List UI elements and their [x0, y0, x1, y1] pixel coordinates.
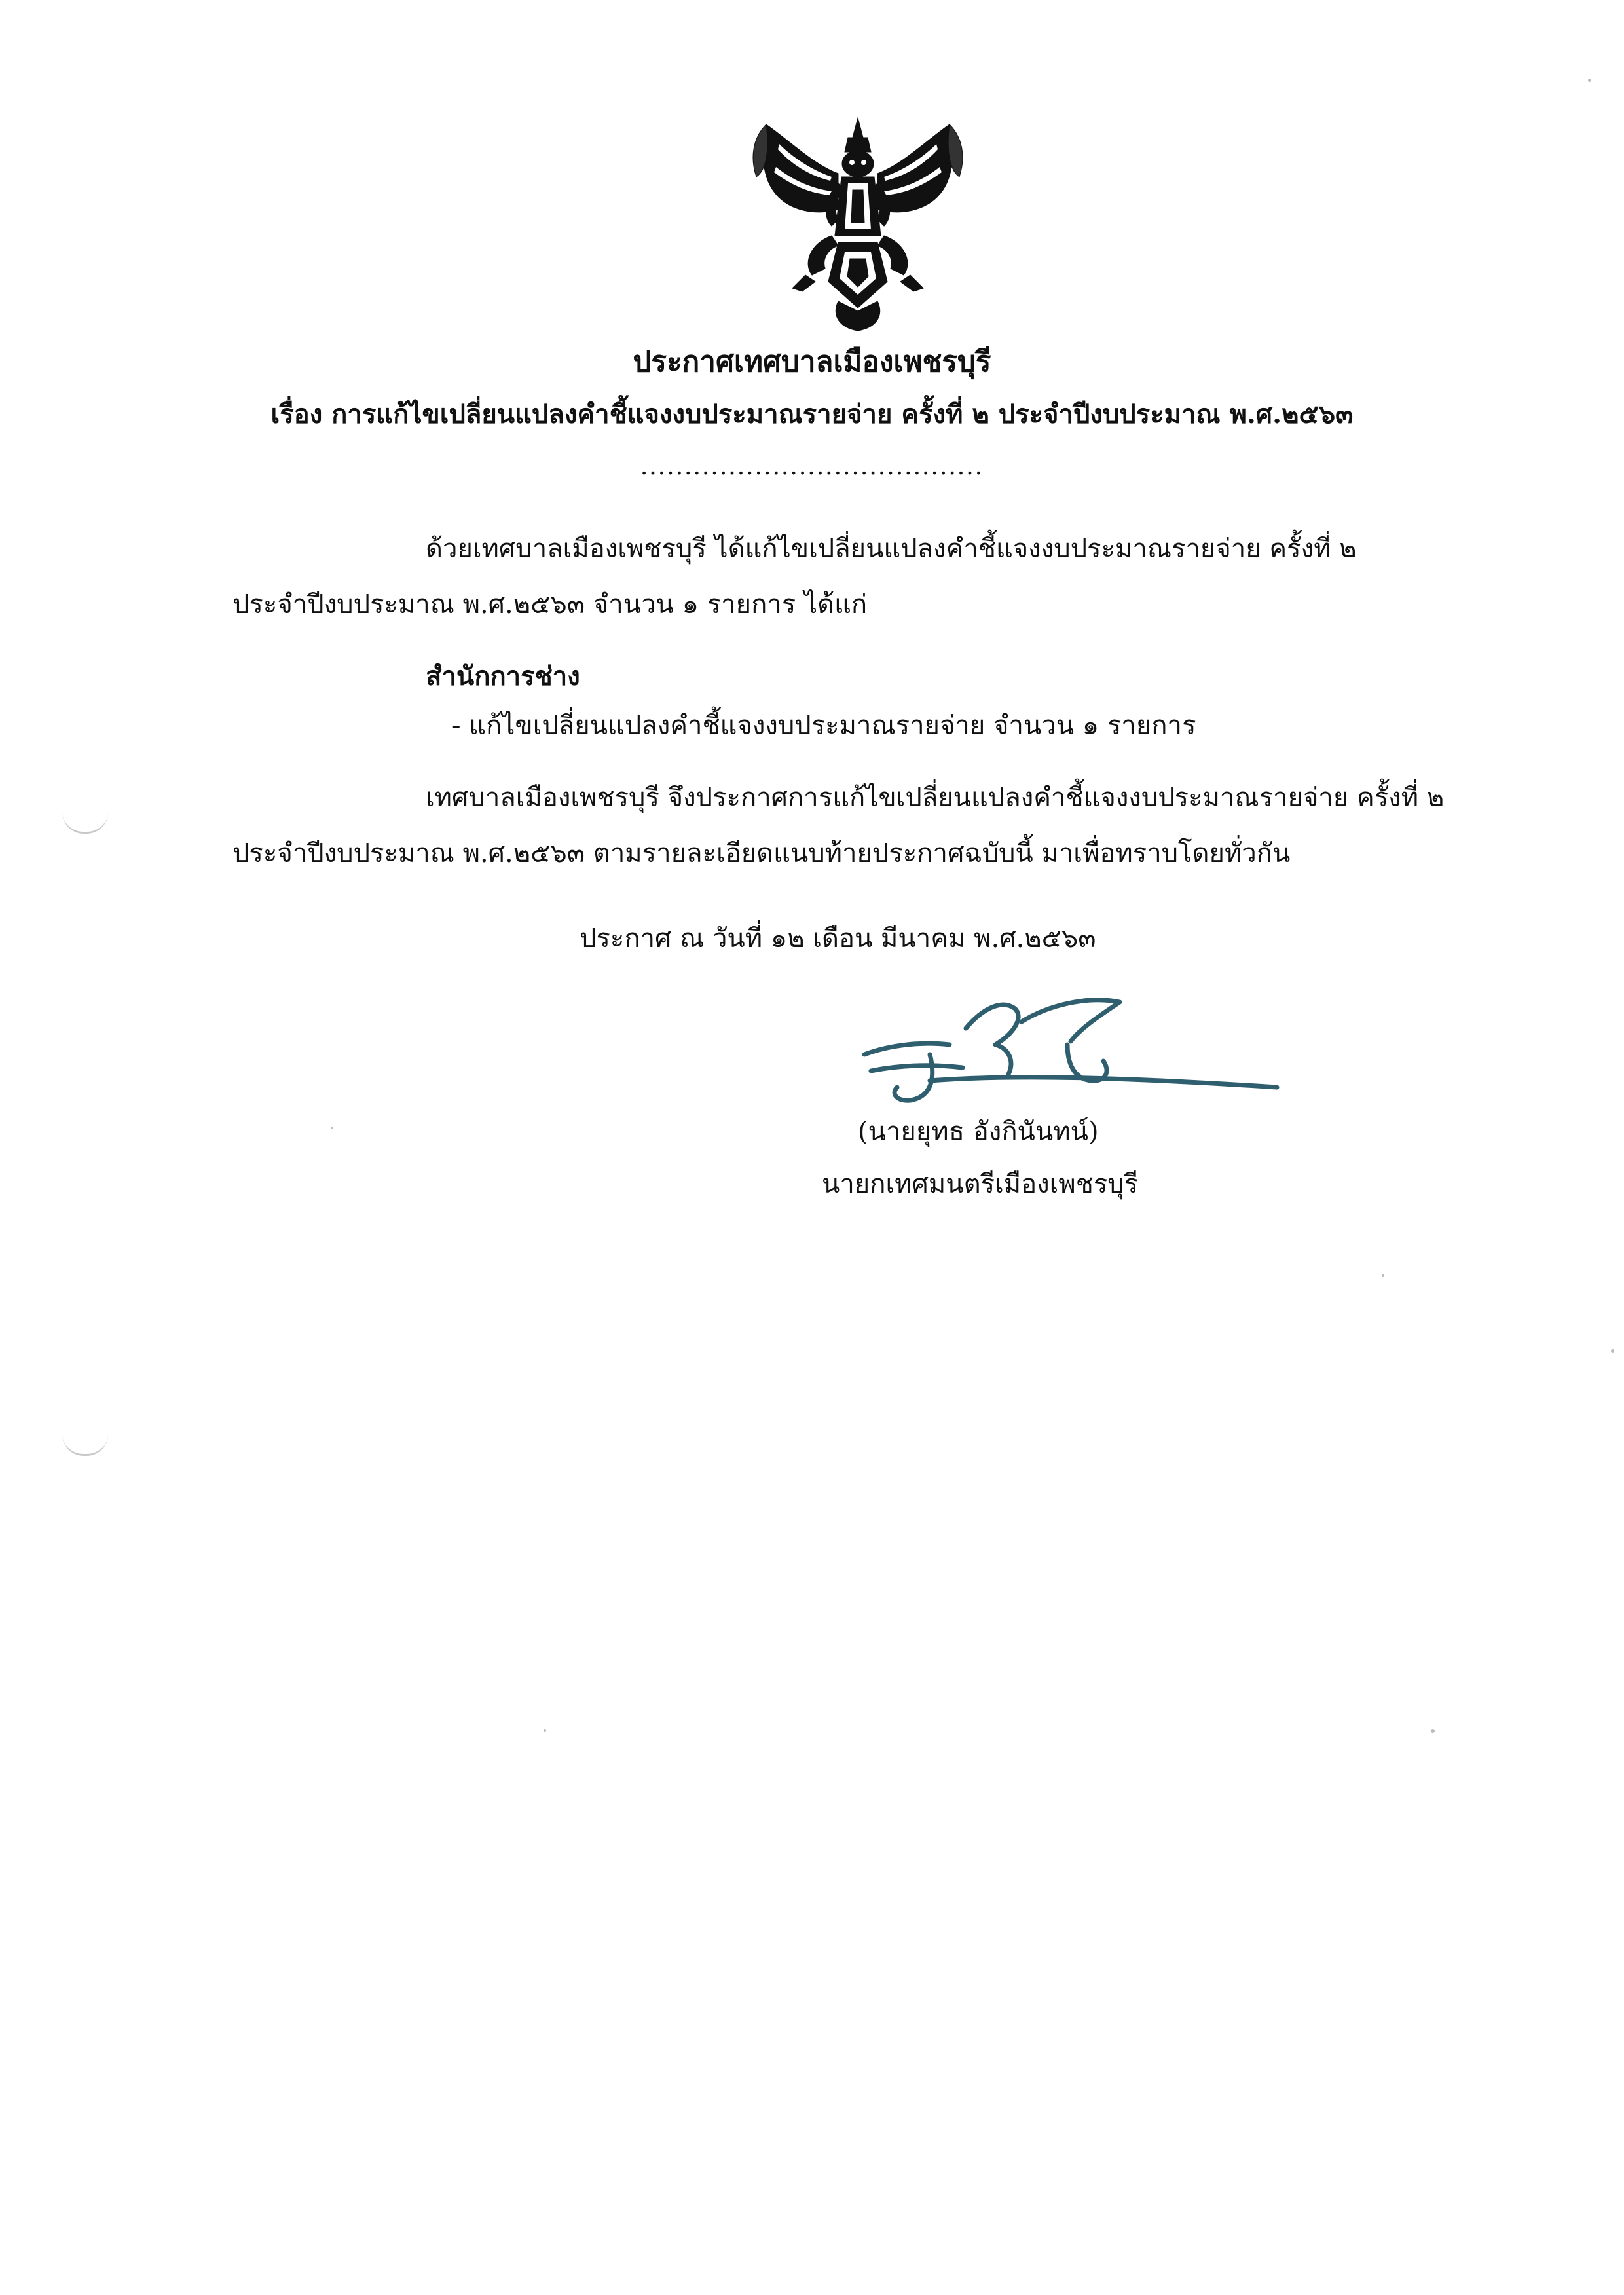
scan-speck	[544, 1729, 546, 1732]
handwritten-signature-icon	[851, 982, 1297, 1120]
heading-separator: .......................................	[640, 453, 984, 480]
scan-speck	[1588, 79, 1591, 82]
paragraph-1-line-2: ประจำปีงบประมาณ พ.ศ.๒๕๖๓ จำนวน ๑ รายการ ได้แก่	[232, 589, 868, 620]
garuda-emblem-icon	[740, 111, 976, 334]
announcement-date: ประกาศ ณ วันที่ ๑๒ เดือน มีนาคม พ.ศ.๒๕๖๓	[580, 924, 1096, 954]
announcement-subject: เรื่อง การแก้ไขเปลี่ยนแปลงคำชี้แจงงบประมาณรายจ่าย ครั้งที่ ๒ ประจำปีงบประมาณ พ.ศ.๒๕๖๓	[270, 399, 1354, 430]
scan-speck	[1611, 1349, 1614, 1353]
scan-speck	[331, 1127, 333, 1129]
paragraph-1-line-1: ด้วยเทศบาลเมืองเพชรบุรี ได้แก้ไขเปลี่ยนแปลงคำชี้แจงงบประมาณรายจ่าย ครั้งที่ ๒	[426, 534, 1357, 564]
section-item: - แก้ไขเปลี่ยนแปลงคำชี้แจงงบประมาณรายจ่าย จำนวน ๑ รายการ	[452, 711, 1196, 741]
paragraph-2-line-1: เทศบาลเมืองเพชรบุรี จึงประกาศการแก้ไขเปลี่ยนแปลงคำชี้แจงงบประมาณรายจ่าย ครั้งที่ ๒	[426, 783, 1445, 813]
section-heading: สำนักการช่าง	[426, 661, 580, 692]
signatory-name: (นายยุทธ อังกินันทน์)	[858, 1117, 1099, 1147]
signatory-position: นายกเทศมนตรีเมืองเพชรบุรี	[822, 1169, 1139, 1199]
scan-speck	[1431, 1729, 1435, 1733]
scan-speck	[1382, 1274, 1384, 1277]
paragraph-2-line-2: ประจำปีงบประมาณ พ.ศ.๒๕๖๓ ตามรายละเอียดแนบท้ายประกาศฉบับนี้ มาเพื่อทราบโดยทั่วกัน	[232, 838, 1291, 868]
punch-hole-mark	[62, 812, 108, 834]
punch-hole-mark	[62, 1434, 108, 1456]
announcement-title: ประกาศเทศบาลเมืองเพชรบุรี	[633, 345, 991, 379]
